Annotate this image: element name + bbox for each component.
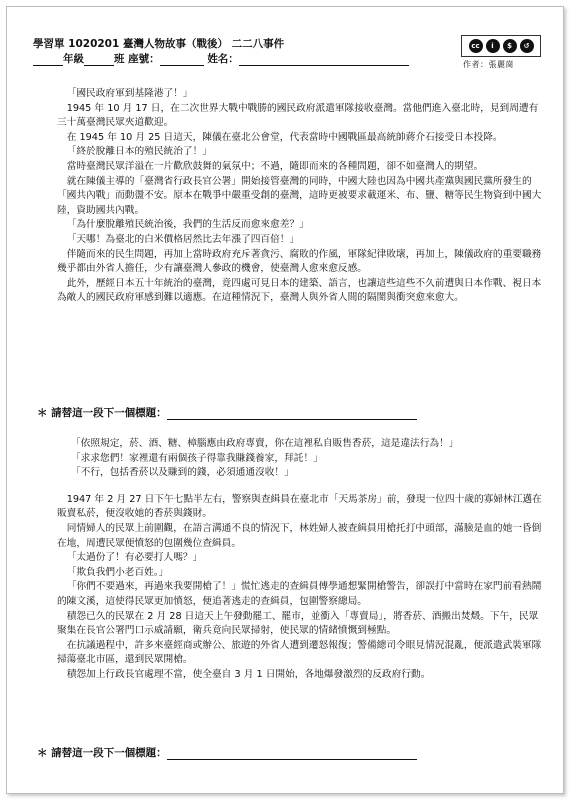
paragraph: 「太過份了！有必要打人嗎？」 — [66, 552, 203, 564]
author-credit: 作者：張麗崗 — [463, 60, 514, 69]
paragraph: 同情婦人的民眾上前圍觀，在語言溝通不良的情況下，林姓婦人被查緝員用槍托打中頭部，滿臉是血的她一昏倒在地，周遭民眾便憤怒的包圍幾位查緝員。 — [57, 522, 542, 549]
grade-blank[interactable] — [33, 54, 63, 66]
paragraph: 「欺負我們小老百姓。」 — [66, 566, 169, 578]
paragraph: 「天哪！為臺北的白米價格居然比去年漲了四百倍！」 — [66, 233, 300, 245]
class-label: 班 座號： — [114, 53, 160, 65]
paragraph: 1947 年 2 月 27 日下午七點半左右，警察與查緝員在臺北市「天馬茶房」前，發現一位四十歲的寡婦林江邁在販賣私菸，便沒收她的香菸與錢財。 — [57, 493, 542, 520]
by-icon: i — [486, 39, 500, 53]
paragraph: 積怨加上行政長官處理不當，使全臺自 3 月 1 日開始，各地爆發激烈的反政府行動。 — [66, 668, 431, 680]
worksheet-title: 學習單 1020201 臺灣人物故事（戰後） 二二八事件 — [33, 38, 285, 50]
quote: 「依照規定，菸、酒、糖、樟腦應由政府專賣，你在這裡私自販售香菸，這是違法行為！」 — [71, 438, 459, 449]
paragraph: 積怨已久的民眾在 2 月 28 日這天上午發動罷工、罷市，並衝入「專賣局」，將香菸、酒搬出焚燬。下午，民眾聚集在長官公署門口示威請願，衛兵竟向民眾掃射，使民眾的情緒憤慨到極點。 — [57, 610, 539, 637]
quote: 「不行，包括香菸以及賺到的錢，必須通通沒收！」 — [71, 467, 294, 479]
student-info-line — [33, 52, 409, 66]
paragraph: 「終於脫離日本的殖民統治了！」 — [66, 146, 212, 158]
section1-text — [57, 87, 543, 306]
title-task-2 — [37, 745, 417, 760]
sa-icon: ↺ — [520, 39, 534, 53]
name-label: 姓名： — [207, 53, 239, 65]
quote: 「求求您們！家裡還有兩個孩子得靠我賺錢養家，拜託！」 — [71, 452, 323, 464]
paragraph: 「你們不要過來，再過來我要開槍了！」慌忙逃走的查緝員傅學通想緊開槍警告，卻誤打中當時在家門前看熱鬧的陳文溪，這使得民眾更加憤怒，便追著逃走的查緝員，包圍警察總局。 — [57, 581, 542, 607]
paragraph: 1945 年 10 月 17 日，在二次世界大戰中戰勝的國民政府派遣軍隊接收臺灣。當他們進入臺北時，見到周遭有三十萬臺灣民眾夾道歡迎。 — [57, 102, 539, 129]
cc-license-badge — [461, 35, 541, 57]
title-answer-blank-2[interactable] — [167, 747, 417, 760]
worksheet-page — [6, 6, 564, 794]
title-task-1 — [37, 405, 417, 420]
name-blank[interactable] — [239, 54, 409, 66]
paragraph: 就在陳儀主導的「臺灣省行政長官公署」開始接管臺灣的同時，中國大陸也因為中國共產黨與國民黨所發生的「國共內戰」而動盪不安。原本在戰爭中嚴重受創的臺灣，這時更被要求載運米、布、鹽、糖等民生物資到中國大陸，資助國共內戰。 — [57, 175, 542, 216]
cc-icon: cc — [469, 39, 483, 53]
paragraph: 當時臺灣民眾洋溢在一片歡欣鼓舞的氣氛中；不過，隨即而來的各種問題，卻不如臺灣人的期望。 — [66, 160, 484, 172]
paragraph: 此外，歷經日本五十年統治的臺灣，竟四處可見日本的建築、語言，也讓這些這些不久前遭與日本作戰、視日本為敵人的國民政府軍感到難以適應。在這種情況下，臺灣人與外省人間的隔閡與衝突愈來愈大。 — [57, 277, 542, 304]
title-answer-blank-1[interactable] — [167, 407, 417, 420]
task-label: ＊ 請替這一段下一個標題： — [37, 747, 167, 759]
task-label: ＊ 請替這一段下一個標題： — [37, 407, 167, 419]
grade-label: 年級 — [63, 53, 84, 65]
section2-text — [57, 437, 543, 683]
paragraph: 「國民政府軍到基隆港了！」 — [66, 88, 193, 99]
class-blank[interactable] — [84, 54, 114, 66]
paragraph: 在抗議過程中，許多來臺經商或辦公、旅遊的外省人遭到遷怒報復；警備總司令眼見情況混亂，便派遣武裝軍隊掃蕩臺北市區，還到民眾開槍。 — [57, 639, 542, 666]
seat-blank[interactable] — [160, 54, 204, 66]
paragraph: 「為什麼脫離殖民統治後，我們的生活反而愈來愈差？」 — [66, 219, 309, 231]
nc-icon: $ — [503, 39, 517, 53]
paragraph: 伴隨而來的民生問題，再加上當時政府充斥著貪污、腐敗的作風，軍隊紀律敗壞，再加上，陳儀政府的重要職務幾乎都由外省人擔任，少有讓臺灣人參政的機會，使臺灣人愈來愈反感。 — [57, 248, 542, 275]
paragraph: 在 1945 年 10 月 25 日這天，陳儀在臺北公會堂，代表當時中國戰區最高統帥蔣介石接受日本投降。 — [66, 131, 503, 143]
